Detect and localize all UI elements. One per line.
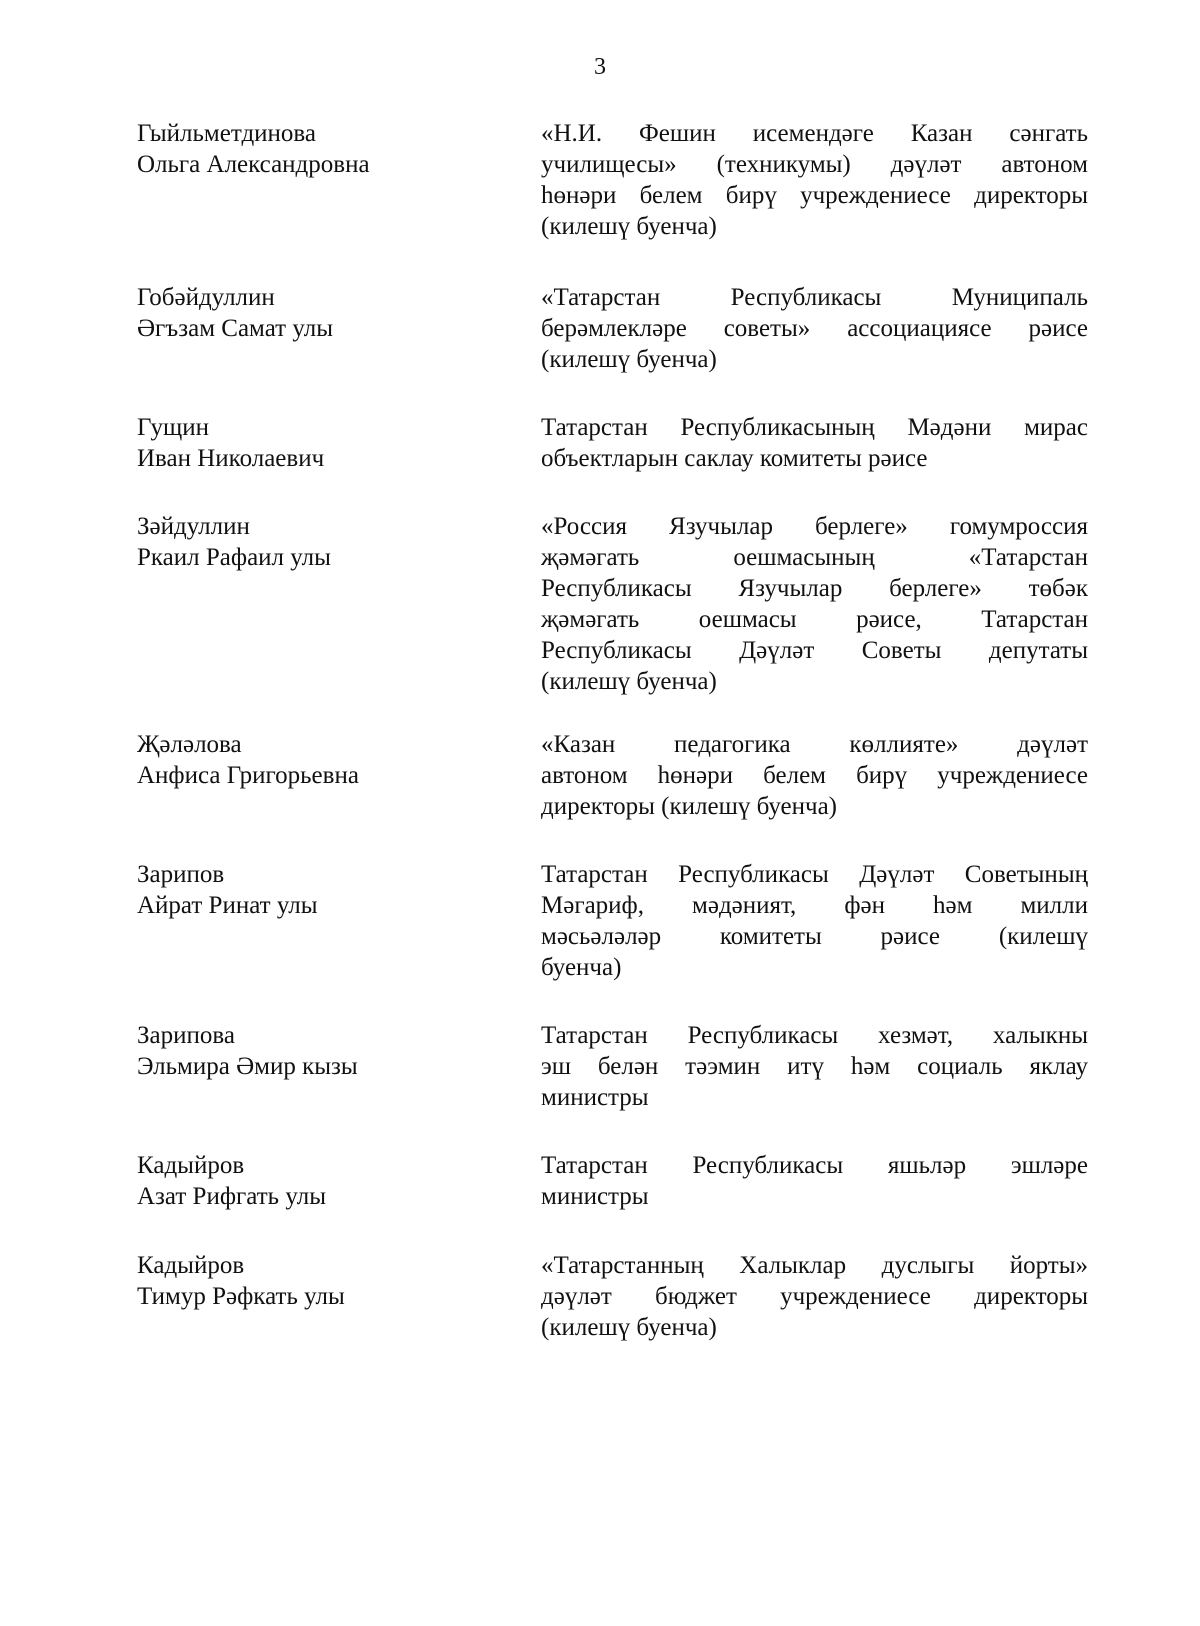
position-line: һөнәри белем бирү учреждениесе директоры <box>541 182 1088 209</box>
position-line: (килешү буенча) <box>541 668 717 695</box>
member-given-names: Ольга Александровна <box>137 151 370 178</box>
position-line: (килешү буенча) <box>541 1314 717 1341</box>
member-position <box>541 511 1088 697</box>
position-line: «Н.И. Фешин исемендәге Казан сәнгать <box>541 120 1088 147</box>
position-line: Татарстан Республикасы хезмәт, халыкны <box>541 1022 1088 1049</box>
member-name <box>137 282 517 344</box>
member-position <box>541 412 1088 474</box>
member-position <box>541 729 1088 822</box>
position-line: Татарстан Республикасы Дәүләт Советының <box>541 861 1088 888</box>
position-line: дәүләт бюджет учреждениесе директоры <box>541 1283 1088 1310</box>
position-line: Республикасы Язучылар берлеге» төбәк <box>541 575 1088 602</box>
member-position <box>541 1150 1088 1212</box>
position-line: Татарстан Республикасы яшьләр эшләре <box>541 1152 1088 1179</box>
member-given-names: Әгъзам Самат улы <box>137 315 333 342</box>
member-given-names: Айрат Ринат улы <box>137 892 318 919</box>
position-line: «Россия Язучылар берлеге» гомумроссия <box>541 513 1088 540</box>
member-given-names: Ркаил Рафаил улы <box>137 544 331 571</box>
member-surname: Зарипова <box>137 1022 235 1049</box>
member-name <box>137 412 517 474</box>
position-line: Татарстан Республикасының Мәдәни мирас <box>541 414 1088 441</box>
member-name <box>137 1250 517 1312</box>
member-name <box>137 1150 517 1212</box>
member-name <box>137 118 517 180</box>
position-line: мәсьәләләр комитеты рәисе (килешү <box>541 923 1088 950</box>
position-line: җәмәгать оешмасының «Татарстан <box>541 544 1088 571</box>
position-line: буенча) <box>541 954 622 981</box>
member-surname: Гыйльметдинова <box>137 120 316 147</box>
position-line: (килешү буенча) <box>541 346 717 373</box>
page-number: 3 <box>594 54 606 80</box>
member-surname: Кадыйров <box>137 1152 245 1179</box>
position-line: «Татарстан Республикасы Муниципаль <box>541 284 1088 311</box>
member-surname: Зәйдуллин <box>137 513 250 540</box>
member-position <box>541 282 1088 375</box>
position-line: министры <box>541 1084 649 1111</box>
member-surname: Зарипов <box>137 861 225 888</box>
member-position <box>541 1020 1088 1113</box>
member-surname: Җәләлова <box>137 731 242 758</box>
position-line: Республикасы Дәүләт Советы депутаты <box>541 637 1088 664</box>
member-given-names: Азат Рифгать улы <box>137 1183 326 1210</box>
position-line: «Казан педагогика көллияте» дәүләт <box>541 731 1088 758</box>
position-line: училищесы» (техникумы) дәүләт автоном <box>541 151 1088 178</box>
member-name <box>137 511 517 573</box>
member-name <box>137 729 517 791</box>
position-line: Мәгариф, мәдәният, фән һәм милли <box>541 892 1088 919</box>
member-name <box>137 1020 517 1082</box>
position-line: «Татарстанның Халыклар дуслыгы йорты» <box>541 1252 1088 1279</box>
member-position <box>541 859 1088 983</box>
position-line: автоном һөнәри белем бирү учреждениесе <box>541 762 1088 789</box>
member-given-names: Тимур Рәфкать улы <box>137 1283 345 1310</box>
member-name <box>137 859 517 921</box>
position-line: (килешү буенча) <box>541 213 717 240</box>
member-given-names: Эльмира Әмир кызы <box>137 1053 358 1080</box>
member-given-names: Иван Николаевич <box>137 445 325 472</box>
member-surname: Кадыйров <box>137 1252 245 1279</box>
position-line: объектларын саклау комитеты рәисе <box>541 445 928 472</box>
member-surname: Гобәйдуллин <box>137 284 275 311</box>
position-line: эш белән тәэмин итү һәм социаль яклау <box>541 1053 1088 1080</box>
position-line: җәмәгать оешмасы рәисе, Татарстан <box>541 606 1088 633</box>
position-line: министры <box>541 1183 649 1210</box>
member-position <box>541 1250 1088 1343</box>
member-surname: Гущин <box>137 414 210 441</box>
position-line: берәмлекләре советы» ассоциациясе рәисе <box>541 315 1088 342</box>
position-line: директоры (килешү буенча) <box>541 793 837 820</box>
member-given-names: Анфиса Григорьевна <box>137 762 359 789</box>
member-position <box>541 118 1088 242</box>
